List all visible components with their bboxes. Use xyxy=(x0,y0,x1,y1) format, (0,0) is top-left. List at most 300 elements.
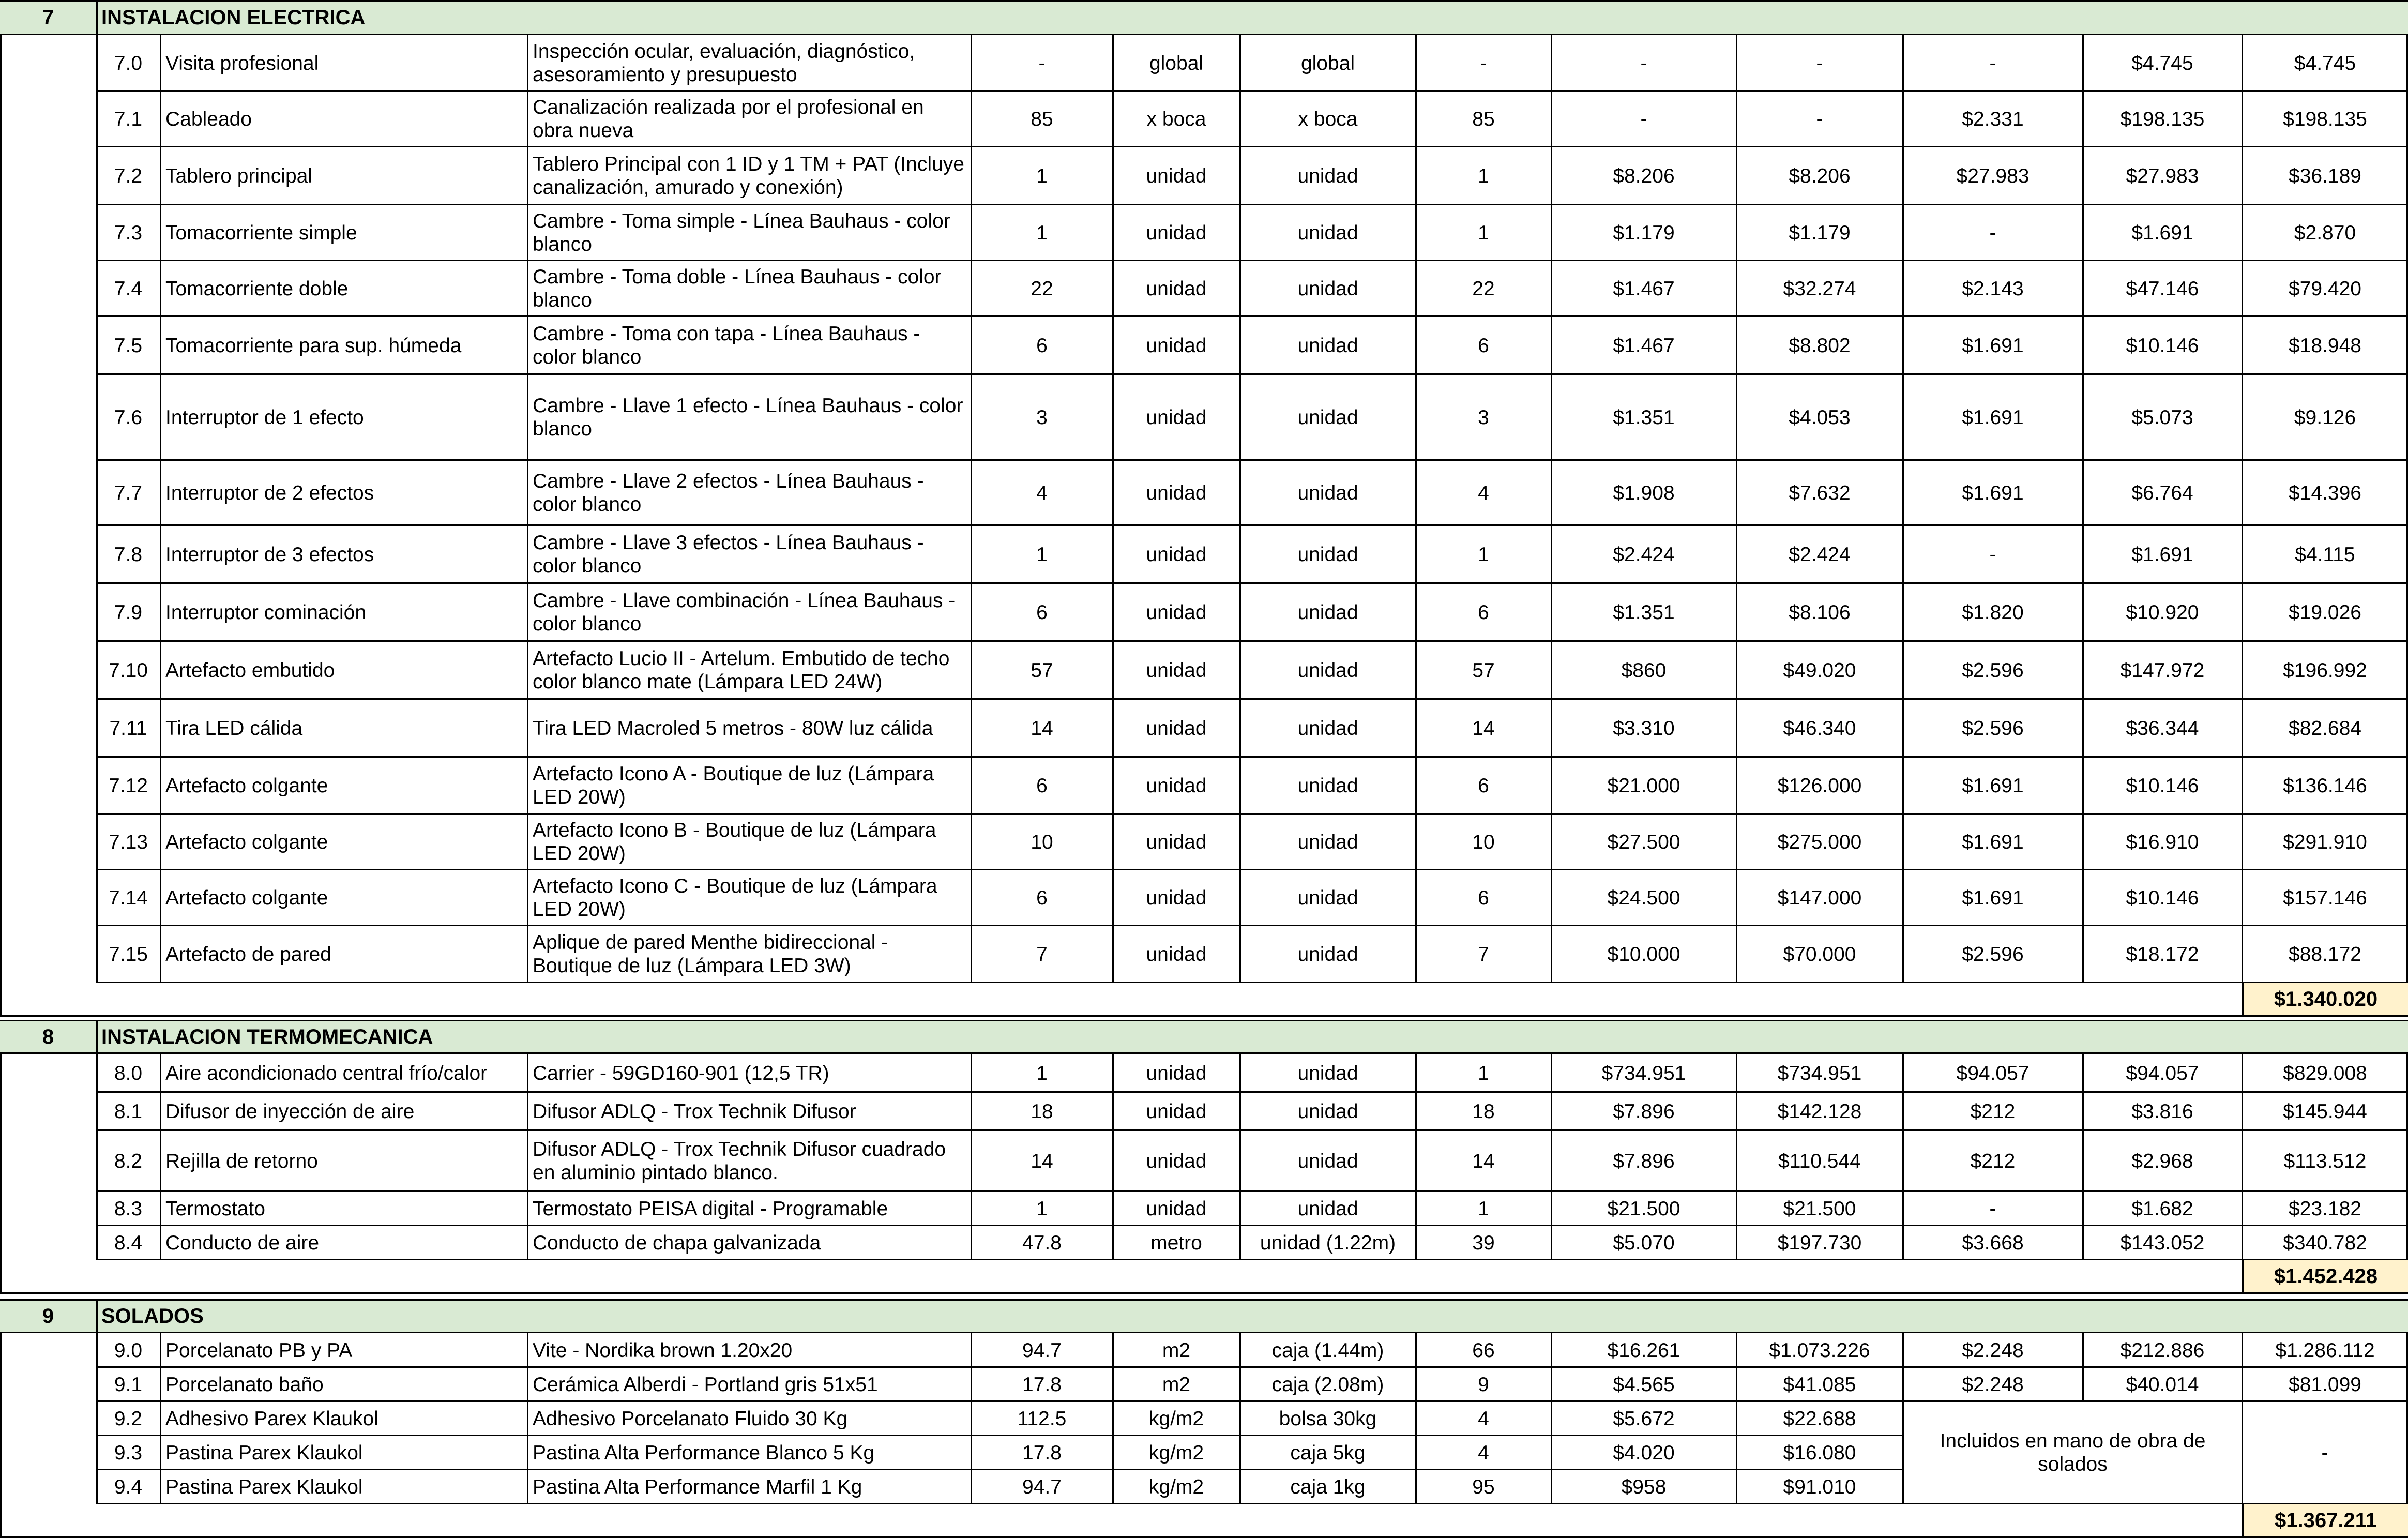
item-number: 8.1 xyxy=(114,1100,143,1123)
table-row xyxy=(0,1367,2408,1401)
section-header xyxy=(0,1299,2408,1333)
labor-unit-price: $2.143 xyxy=(1962,277,2024,300)
row-total: $157.146 xyxy=(2283,886,2367,909)
column-divider xyxy=(971,35,972,983)
column-divider xyxy=(160,1333,161,1504)
item-name: Visita profesional xyxy=(165,52,319,74)
purchase-unit: caja 5kg xyxy=(1290,1441,1366,1464)
unit-price: $3.310 xyxy=(1613,717,1675,740)
unit: unidad xyxy=(1146,406,1207,429)
purchase-unit: unidad xyxy=(1297,1197,1358,1220)
purchase-quantity: 95 xyxy=(1472,1475,1495,1498)
unit: x boca xyxy=(1146,108,1206,130)
table-row xyxy=(0,147,2408,205)
purchase-unit: unidad (1.22m) xyxy=(1260,1231,1396,1254)
purchase-unit: unidad xyxy=(1297,221,1358,244)
labor-unit-price: $1.691 xyxy=(1962,334,2024,357)
unit-price: $1.467 xyxy=(1613,334,1675,357)
labor-unit-price: - xyxy=(1989,543,1996,566)
unit-price: $8.206 xyxy=(1613,164,1675,187)
purchase-quantity: 57 xyxy=(1472,659,1495,682)
column-divider xyxy=(96,35,98,983)
item-description: Difusor ADLQ - Trox Technik Difusor cuadrado en aluminio pintado blanco. xyxy=(533,1138,946,1184)
purchase-quantity: 14 xyxy=(1472,717,1495,740)
unit: global xyxy=(1149,52,1204,74)
labor-subtotal: $212.886 xyxy=(2120,1339,2205,1362)
item-description: Termostato PEISA digital - Programable xyxy=(533,1197,888,1220)
materials-subtotal: $1.073.226 xyxy=(1769,1339,1870,1362)
labor-subtotal: $5.073 xyxy=(2131,406,2193,429)
labor-subtotal: $10.146 xyxy=(2126,334,2199,357)
purchase-quantity: 66 xyxy=(1472,1339,1495,1362)
labor-unit-price: $1.691 xyxy=(1962,774,2024,797)
materials-subtotal: $70.000 xyxy=(1783,943,1856,966)
column-divider xyxy=(1112,1333,1114,1504)
labor-unit-price: - xyxy=(1989,1197,1996,1220)
row-total: $198.135 xyxy=(2283,108,2367,130)
table-row xyxy=(0,205,2408,261)
table-row xyxy=(0,35,2408,91)
purchase-unit: bolsa 30kg xyxy=(1279,1407,1377,1430)
item-description: Cerámica Alberdi - Portland gris 51x51 xyxy=(533,1373,878,1396)
materials-subtotal: $197.730 xyxy=(1777,1231,1862,1254)
section-total: $1.367.211 xyxy=(2242,1503,2408,1537)
purchase-unit: caja (2.08m) xyxy=(1271,1373,1384,1396)
quantity: 6 xyxy=(1036,334,1048,357)
column-divider xyxy=(1736,1333,1737,1504)
item-name: Cableado xyxy=(165,108,252,130)
unit: unidad xyxy=(1146,221,1207,244)
labor-subtotal: $10.146 xyxy=(2126,886,2199,909)
labor-subtotal: $10.920 xyxy=(2126,601,2199,624)
column-divider xyxy=(1239,1054,1241,1260)
quantity: 17.8 xyxy=(1022,1373,1062,1396)
table-row xyxy=(0,1092,2408,1130)
table-row xyxy=(0,1192,2408,1226)
materials-subtotal: $16.080 xyxy=(1783,1441,1856,1464)
purchase-quantity: 22 xyxy=(1472,277,1495,300)
purchase-unit: unidad xyxy=(1297,334,1358,357)
table-row xyxy=(0,460,2408,525)
column-divider xyxy=(2242,35,2243,983)
item-number: 7.3 xyxy=(114,221,143,244)
item-description: Cambre - Llave 3 efectos - Línea Bauhaus - color blanco xyxy=(533,532,924,577)
labor-subtotal: $47.146 xyxy=(2126,277,2199,300)
quantity: 47.8 xyxy=(1022,1231,1062,1254)
unit-price: $21.000 xyxy=(1607,774,1680,797)
unit: unidad xyxy=(1146,1150,1207,1172)
item-name: Pastina Parex Klaukol xyxy=(165,1441,363,1464)
unit: m2 xyxy=(1162,1339,1191,1362)
unit: unidad xyxy=(1146,1100,1207,1123)
table-row xyxy=(0,316,2408,374)
item-name: Porcelanato PB y PA xyxy=(165,1339,353,1362)
purchase-quantity: 4 xyxy=(1478,1441,1489,1464)
table-row xyxy=(0,261,2408,316)
unit: unidad xyxy=(1146,601,1207,624)
table-row xyxy=(0,926,2408,983)
item-description: Artefacto Icono C - Boutique de luz (Lámpara LED 20W) xyxy=(533,875,937,921)
labor-subtotal: $1.682 xyxy=(2131,1197,2193,1220)
section-divider xyxy=(96,1301,98,1332)
column-divider xyxy=(1736,35,1737,983)
column-divider xyxy=(96,1054,98,1260)
purchase-quantity: 9 xyxy=(1478,1373,1489,1396)
materials-subtotal: $734.951 xyxy=(1777,1062,1862,1084)
quantity: 10 xyxy=(1031,831,1053,853)
item-name: Interruptor cominación xyxy=(165,601,367,624)
purchase-unit: unidad xyxy=(1297,277,1358,300)
row-total: $9.126 xyxy=(2294,406,2356,429)
unit-price: $4.020 xyxy=(1613,1441,1675,1464)
item-number: 7.1 xyxy=(114,108,143,130)
unit: unidad xyxy=(1146,831,1207,853)
item-description: Artefacto Lucio II - Artelum. Embutido de techo color blanco mate (Lámpara LED 24W) xyxy=(533,647,950,693)
quantity: - xyxy=(1038,52,1046,74)
table-row xyxy=(0,814,2408,870)
row-total: $4.115 xyxy=(2295,543,2355,566)
row-divider xyxy=(96,982,2408,983)
materials-subtotal: $1.179 xyxy=(1789,221,1851,244)
column-divider xyxy=(160,35,161,983)
labor-unit-price: $2.596 xyxy=(1962,943,2024,966)
row-total: $2.870 xyxy=(2294,221,2356,244)
unit: m2 xyxy=(1162,1373,1191,1396)
materials-subtotal: $142.128 xyxy=(1777,1100,1862,1123)
labor-subtotal: $4.745 xyxy=(2131,52,2193,74)
item-number: 8.0 xyxy=(114,1062,143,1084)
item-description: Adhesivo Porcelanato Fluido 30 Kg xyxy=(533,1407,848,1430)
labor-unit-price: $212 xyxy=(1970,1100,2016,1123)
table-row xyxy=(0,374,2408,460)
table-row xyxy=(0,699,2408,757)
item-description: Aplique de pared Menthe bidireccional - Boutique de luz (Lámpara LED 3W) xyxy=(533,931,888,977)
unit-price: $5.070 xyxy=(1613,1231,1675,1254)
labor-unit-price: $212 xyxy=(1970,1150,2016,1172)
purchase-unit: unidad xyxy=(1297,543,1358,566)
row-total: $36.189 xyxy=(2289,164,2361,187)
purchase-quantity: 1 xyxy=(1478,1197,1489,1220)
merged-labor-note: Incluidos en mano de obra de solados xyxy=(1904,1402,2242,1503)
row-total: $81.099 xyxy=(2289,1373,2361,1396)
item-description: Artefacto Icono A - Boutique de luz (Lámpara LED 20W) xyxy=(533,763,934,808)
quantity: 18 xyxy=(1031,1100,1053,1123)
item-name: Tomacorriente doble xyxy=(165,277,349,300)
unit-price: $5.672 xyxy=(1613,1407,1675,1430)
purchase-quantity: 4 xyxy=(1478,1407,1489,1430)
item-name: Tira LED cálida xyxy=(165,717,303,740)
labor-subtotal: $18.172 xyxy=(2126,943,2199,966)
item-description: Inspección ocular, evaluación, diagnóstico, asesoramiento y presupuesto xyxy=(533,40,915,86)
section-divider xyxy=(96,2,98,34)
column-divider xyxy=(527,1054,528,1260)
item-description: Cambre - Toma simple - Línea Bauhaus - color blanco xyxy=(533,210,950,255)
column-divider xyxy=(1902,1054,1904,1260)
unit-price: $27.500 xyxy=(1607,831,1680,853)
row-total: $196.992 xyxy=(2283,659,2367,682)
section-total: $1.452.428 xyxy=(2242,1259,2408,1293)
item-number: 7.8 xyxy=(114,543,143,566)
item-number: 7.5 xyxy=(114,334,143,357)
item-number: 8.3 xyxy=(114,1197,143,1220)
column-divider xyxy=(1415,1333,1417,1504)
purchase-quantity: 1 xyxy=(1478,164,1489,187)
purchase-unit: unidad xyxy=(1297,943,1358,966)
row-total: $145.944 xyxy=(2283,1100,2367,1123)
labor-unit-price: $2.248 xyxy=(1962,1339,2024,1362)
unit-price: $7.896 xyxy=(1613,1100,1675,1123)
materials-subtotal: $2.424 xyxy=(1789,543,1851,566)
quantity: 17.8 xyxy=(1022,1441,1062,1464)
table-row xyxy=(0,1226,2408,1260)
purchase-quantity: 6 xyxy=(1478,601,1489,624)
table-row xyxy=(0,870,2408,926)
section-header xyxy=(0,1020,2408,1054)
unit-price: $21.500 xyxy=(1607,1197,1680,1220)
column-divider xyxy=(1239,1333,1241,1504)
row-total: $88.172 xyxy=(2289,943,2361,966)
purchase-unit: unidad xyxy=(1297,1100,1358,1123)
table-row xyxy=(0,91,2408,147)
item-description: Cambre - Toma doble - Línea Bauhaus - color blanco xyxy=(533,266,942,311)
column-divider xyxy=(1551,35,1552,983)
labor-unit-price: $2.596 xyxy=(1962,659,2024,682)
unit-price: $4.565 xyxy=(1613,1373,1675,1396)
materials-subtotal: $22.688 xyxy=(1783,1407,1856,1430)
materials-subtotal: $4.053 xyxy=(1789,406,1851,429)
labor-unit-price: $1.691 xyxy=(1962,831,2024,853)
section-title: INSTALACION ELECTRICA xyxy=(101,6,366,29)
purchase-quantity: 85 xyxy=(1472,108,1495,130)
section-number: 9 xyxy=(42,1304,54,1328)
item-number: 7.14 xyxy=(109,886,148,909)
left-border xyxy=(0,1333,2,1538)
section-title: SOLADOS xyxy=(101,1304,204,1328)
quantity: 94.7 xyxy=(1022,1339,1062,1362)
column-divider xyxy=(96,1333,98,1504)
quantity: 85 xyxy=(1031,108,1053,130)
labor-unit-price: $1.691 xyxy=(1962,886,2024,909)
column-divider xyxy=(1415,1054,1417,1260)
unit-price: $734.951 xyxy=(1601,1062,1686,1084)
item-name: Pastina Parex Klaukol xyxy=(165,1475,363,1498)
unit-price: $16.261 xyxy=(1607,1339,1680,1362)
purchase-quantity: - xyxy=(1480,52,1487,74)
labor-unit-price: $3.668 xyxy=(1962,1231,2024,1254)
item-description: Vite - Nordika brown 1.20x20 xyxy=(533,1339,793,1362)
unit: unidad xyxy=(1146,659,1207,682)
row-total: $14.396 xyxy=(2289,481,2361,504)
purchase-unit: caja 1kg xyxy=(1290,1475,1366,1498)
item-name: Artefacto colgante xyxy=(165,831,328,853)
purchase-quantity: 10 xyxy=(1472,831,1495,853)
item-name: Interruptor de 2 efectos xyxy=(165,481,374,504)
column-divider xyxy=(971,1333,972,1504)
labor-subtotal: $94.057 xyxy=(2126,1062,2199,1084)
item-number: 7.13 xyxy=(109,831,148,853)
purchase-quantity: 3 xyxy=(1478,406,1489,429)
item-number: 7.9 xyxy=(114,601,143,624)
quantity: 14 xyxy=(1031,717,1053,740)
purchase-unit: unidad xyxy=(1297,831,1358,853)
materials-subtotal: $21.500 xyxy=(1783,1197,1856,1220)
column-divider xyxy=(1551,1054,1552,1260)
quantity: 1 xyxy=(1036,543,1048,566)
item-description: Artefacto Icono B - Boutique de luz (Lámpara LED 20W) xyxy=(533,819,936,865)
unit-price: $10.000 xyxy=(1607,943,1680,966)
purchase-unit: unidad xyxy=(1297,1062,1358,1084)
quantity: 1 xyxy=(1036,1197,1048,1220)
column-divider xyxy=(527,35,528,983)
purchase-quantity: 1 xyxy=(1478,543,1489,566)
column-divider xyxy=(2082,35,2084,983)
labor-unit-price: - xyxy=(1989,221,1996,244)
purchase-quantity: 39 xyxy=(1472,1231,1495,1254)
table-row xyxy=(0,583,2408,641)
labor-unit-price: $2.596 xyxy=(1962,717,2024,740)
section-bottom-border xyxy=(0,1292,2408,1294)
unit: kg/m2 xyxy=(1148,1441,1204,1464)
materials-subtotal: - xyxy=(1816,108,1823,130)
item-description: Canalización realizada por el profesional en obra nueva xyxy=(533,96,924,142)
item-number: 7.10 xyxy=(109,659,148,682)
item-number: 9.2 xyxy=(114,1407,143,1430)
row-total: $113.512 xyxy=(2283,1150,2367,1172)
item-name: Difusor de inyección de aire xyxy=(165,1100,415,1123)
row-divider xyxy=(96,1259,2408,1260)
item-number: 9.4 xyxy=(114,1475,143,1498)
unit-price: $24.500 xyxy=(1607,886,1680,909)
materials-subtotal: - xyxy=(1816,52,1823,74)
purchase-unit: unidad xyxy=(1297,886,1358,909)
item-number: 7.15 xyxy=(109,943,148,966)
unit-price: $1.908 xyxy=(1613,481,1675,504)
item-name: Adhesivo Parex Klaukol xyxy=(165,1407,378,1430)
labor-unit-price: $94.057 xyxy=(1956,1062,2030,1084)
column-divider xyxy=(1112,35,1114,983)
purchase-unit: unidad xyxy=(1297,1150,1358,1172)
table-row xyxy=(0,1054,2408,1092)
column-divider xyxy=(2242,1054,2243,1260)
purchase-quantity: 1 xyxy=(1478,1062,1489,1084)
materials-subtotal: $126.000 xyxy=(1777,774,1862,797)
quantity: 1 xyxy=(1036,221,1048,244)
labor-subtotal: $198.135 xyxy=(2120,108,2205,130)
unit: unidad xyxy=(1146,1062,1207,1084)
quantity: 14 xyxy=(1031,1150,1053,1172)
item-description: Cambre - Llave 1 efecto - Línea Bauhaus - color blanco xyxy=(533,395,963,440)
item-number: 8.2 xyxy=(114,1150,143,1172)
unit-price: $1.467 xyxy=(1613,277,1675,300)
item-description: Tira LED Macroled 5 metros - 80W luz cálida xyxy=(533,717,933,740)
quantity: 112.5 xyxy=(1017,1407,1067,1430)
quantity: 1 xyxy=(1036,164,1048,187)
labor-unit-price: $2.248 xyxy=(1962,1373,2024,1396)
quantity: 7 xyxy=(1036,943,1048,966)
labor-subtotal: $40.014 xyxy=(2126,1373,2199,1396)
materials-subtotal: $7.632 xyxy=(1789,481,1851,504)
item-description: Pastina Alta Performance Marfil 1 Kg xyxy=(533,1475,862,1498)
labor-subtotal: $1.691 xyxy=(2131,543,2193,566)
column-divider xyxy=(1902,35,1904,983)
item-name: Artefacto embutido xyxy=(165,659,335,682)
item-name: Porcelanato baño xyxy=(165,1373,324,1396)
section-number: 7 xyxy=(42,6,54,29)
unit-price: - xyxy=(1640,52,1647,74)
section-total: $1.340.020 xyxy=(2242,982,2408,1016)
row-total: $82.684 xyxy=(2289,717,2361,740)
item-number: 9.0 xyxy=(114,1339,143,1362)
row-total: $18.948 xyxy=(2289,334,2361,357)
materials-subtotal: $91.010 xyxy=(1783,1475,1856,1498)
column-divider xyxy=(1112,1054,1114,1260)
purchase-quantity: 14 xyxy=(1472,1150,1495,1172)
section-bottom-border xyxy=(0,1015,2408,1017)
purchase-unit: unidad xyxy=(1297,717,1358,740)
table-row xyxy=(0,641,2408,699)
labor-subtotal: $6.764 xyxy=(2131,481,2193,504)
item-number: 7.0 xyxy=(114,52,143,74)
materials-subtotal: $46.340 xyxy=(1783,717,1856,740)
quantity: 6 xyxy=(1036,774,1048,797)
item-name: Conducto de aire xyxy=(165,1231,320,1254)
materials-subtotal: $8.106 xyxy=(1789,601,1851,624)
item-description: Conducto de chapa galvanizada xyxy=(533,1231,821,1254)
labor-subtotal: $10.146 xyxy=(2126,774,2199,797)
quantity: 57 xyxy=(1031,659,1053,682)
unit-price: $2.424 xyxy=(1613,543,1675,566)
table-row xyxy=(0,1333,2408,1367)
quantity: 3 xyxy=(1036,406,1048,429)
column-divider xyxy=(527,1333,528,1504)
item-description: Cambre - Llave 2 efectos - Línea Bauhaus - color blanco xyxy=(533,470,924,516)
item-name: Interruptor de 3 efectos xyxy=(165,543,374,566)
purchase-quantity: 18 xyxy=(1472,1100,1495,1123)
item-number: 7.2 xyxy=(114,164,143,187)
item-description: Cambre - Llave combinación - Línea Bauhaus - color blanco xyxy=(533,590,956,635)
labor-unit-price: - xyxy=(1989,52,1996,74)
item-name: Tablero principal xyxy=(165,164,312,187)
item-number: 9.1 xyxy=(114,1373,143,1396)
purchase-unit: unidad xyxy=(1297,659,1358,682)
labor-unit-price: $1.691 xyxy=(1962,481,2024,504)
materials-subtotal: $275.000 xyxy=(1777,831,1862,853)
item-description: Cambre - Toma con tapa - Línea Bauhaus - color blanco xyxy=(533,323,920,368)
purchase-unit: caja (1.44m) xyxy=(1271,1339,1384,1362)
labor-unit-price: $2.331 xyxy=(1962,108,2024,130)
item-name: Artefacto de pared xyxy=(165,943,331,966)
labor-subtotal: $147.972 xyxy=(2120,659,2205,682)
item-number: 9.3 xyxy=(114,1441,143,1464)
purchase-unit: unidad xyxy=(1297,164,1358,187)
row-total: $1.286.112 xyxy=(2275,1339,2375,1362)
column-divider xyxy=(1239,35,1241,983)
purchase-quantity: 6 xyxy=(1478,886,1489,909)
column-divider xyxy=(1415,35,1417,983)
row-total: $829.008 xyxy=(2283,1062,2367,1084)
item-name: Termostato xyxy=(165,1197,265,1220)
unit: kg/m2 xyxy=(1148,1407,1204,1430)
materials-subtotal: $8.206 xyxy=(1789,164,1851,187)
unit: unidad xyxy=(1146,334,1207,357)
unit: kg/m2 xyxy=(1148,1475,1204,1498)
item-number: 7.4 xyxy=(114,277,143,300)
row-total: $4.745 xyxy=(2294,52,2356,74)
section-header xyxy=(0,0,2408,35)
item-name: Artefacto colgante xyxy=(165,774,328,797)
unit-price: $1.351 xyxy=(1613,601,1675,624)
column-divider xyxy=(971,1054,972,1260)
